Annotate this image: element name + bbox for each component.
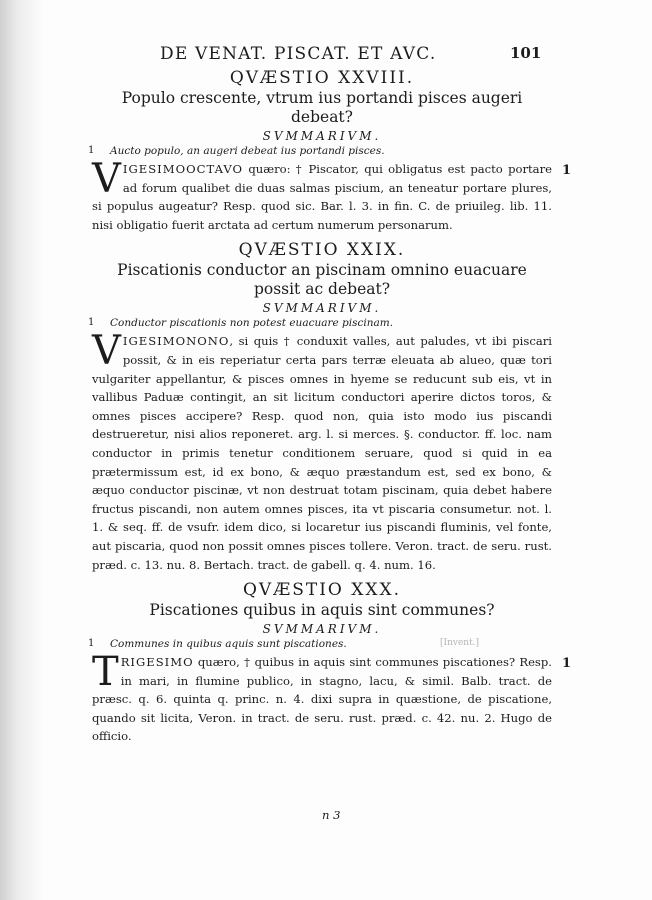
summarium-item-number: 1 bbox=[88, 317, 95, 329]
question-title: QVÆSTIO XXVIII. bbox=[229, 68, 415, 88]
question-title: QVÆSTIO XXIX. bbox=[238, 240, 406, 261]
drop-cap: V bbox=[92, 156, 121, 202]
summarium-item bbox=[88, 144, 552, 158]
summarium-item-text: Communes in quibus aquis sunt piscationes. bbox=[110, 638, 347, 651]
marginal-number: 1 bbox=[562, 656, 572, 672]
signature-mark: n 3 bbox=[322, 808, 341, 822]
marginal-number: 1 bbox=[562, 163, 572, 178]
question-30 bbox=[88, 580, 572, 746]
summarium-heading: SVMMARIVM. bbox=[262, 622, 382, 637]
running-head bbox=[92, 40, 552, 66]
faded-stamp: [Invent.] bbox=[440, 638, 480, 648]
question-subtitle: Piscationes quibus in aquis sint communes? bbox=[149, 601, 495, 620]
summarium-item bbox=[88, 316, 552, 330]
page-number: 101 bbox=[510, 44, 542, 62]
drop-cap: V bbox=[92, 328, 121, 375]
question-subtitle: Populo crescente, vtrum ius portandi pisces augeri debeat? bbox=[121, 89, 523, 126]
question-29 bbox=[88, 240, 552, 574]
summarium-item-number: 1 bbox=[88, 638, 95, 650]
summarium-heading: SVMMARIVM. bbox=[262, 129, 382, 143]
page-content bbox=[88, 40, 572, 746]
body-text: , si quis † conduxit valles, aut paludes, vt ibi piscari possit, & in eis reperiatur certa pars terræ eleuata ab alueo, quæ tori vulgariter appellantur, & pisces omnes in hyeme se reducunt sub eis, vt in vallibus Paduæ contingit, an sit licitum conductori aperire dictos toros, & omnes pisces accipere? Resp. quod non, quia isto modo ius piscandi destrueretur, nisi alios reponeret. arg. l. si merces. §. conductor. ff. loc. nam conductor in primis tenetur conditionem seruare, quod si quid in ea prætermissum est, id ex bono, & æquo præstandum est, sed ex bono, & æquo conductor piscinæ, vt non destruat totam piscinam, quia debet habere fructus piscandi, non autem omnes pisces, ita vt piscaria consumetur. not. l. 1. & seq. ff. de vsufr. idem dico, si locaretur ius piscandi fluminis, vel fonte, aut piscaria, quod non possit omnes pisces tollere. Veron. tract. de seru. rust. præd. c. 13. nu. 8. Bertach. tract. de gabell. q. 4. num. 16. bbox=[92, 334, 552, 572]
body-lead-word: RIGESIMO bbox=[120, 655, 194, 670]
summarium-item-text: Conductor piscationis non potest euacuare piscinam. bbox=[110, 317, 394, 330]
question-28 bbox=[88, 68, 572, 234]
body-lead-word: IGESIMONONO bbox=[122, 334, 230, 349]
body-text: quæro: † Piscator, qui obligatus est pacto portare ad forum qualibet die duas salmas piscium, an teneatur portare plures, si populus augeatur? Resp. quod sic. Bar. l. 3. in fin. C. de priuileg. lib. 11. nisi obligatio fuerit arctata ad certum numerum personarum. bbox=[92, 162, 552, 232]
running-title: DE VENAT. PISCAT. ET AVC. bbox=[160, 44, 437, 64]
question-title: QVÆSTIO XXX. bbox=[243, 580, 401, 601]
summarium-item-number: 1 bbox=[88, 145, 95, 156]
question-body bbox=[92, 649, 572, 746]
summarium-item bbox=[88, 637, 552, 651]
summarium-item-text: Aucto populo, an augeri debeat ius portandi pisces. bbox=[110, 145, 385, 157]
question-body bbox=[92, 328, 552, 574]
question-body bbox=[92, 156, 572, 234]
question-subtitle: Piscationis conductor an piscinam omnino euacuare possit ac debeat? bbox=[117, 261, 527, 299]
book-spine-shadow bbox=[0, 0, 44, 900]
body-text: quæro, † quibus in aquis sint communes piscationes? Resp. in mari, in flumine publico, in stagno, lacu, & simil. Balb. tract. de præsc. q. 6. quinta q. princ. n. 4. dixi supra in quæstione, de piscatione, quando sit licita, Veron. in tract. de seru. rust. præd. c. 42. nu. 2. Hugo de officio. bbox=[92, 655, 552, 744]
drop-cap: T bbox=[92, 649, 119, 696]
summarium-heading: SVMMARIVM. bbox=[262, 301, 382, 316]
body-lead-word: IGESIMOOCTAVO bbox=[122, 162, 244, 176]
